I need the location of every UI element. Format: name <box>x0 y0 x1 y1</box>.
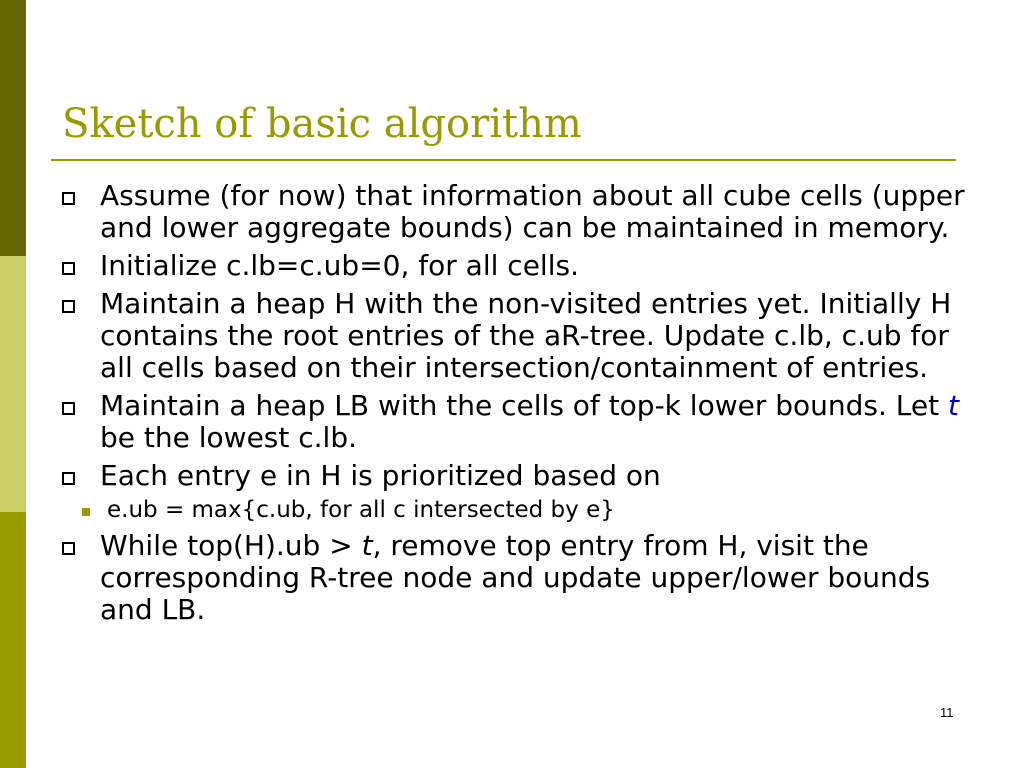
bullet-list <box>62 180 967 626</box>
bullet-text-part: While top(H).ub > <box>100 529 362 562</box>
sub-bullet-list <box>100 496 967 524</box>
slide-title: Sketch of basic algorithm <box>62 101 582 147</box>
bullet-item <box>62 530 967 626</box>
variable-t: t <box>948 389 959 422</box>
sidebar-band-dark <box>0 0 26 256</box>
sub-bullet-item <box>62 496 967 524</box>
sub-bullet-text: e.ub = max{c.ub, for all c intersected by e} <box>107 497 615 523</box>
bullet-item <box>62 460 967 524</box>
bullet-text <box>100 529 930 626</box>
slide-content <box>62 180 967 632</box>
title-divider <box>51 159 956 161</box>
bullet-text-part: Maintain a heap LB with the cells of top-k lower bounds. Let <box>100 389 949 422</box>
hollow-square-icon <box>62 300 75 313</box>
bullet-text: Each entry e in H is prioritized based on <box>100 459 661 492</box>
bullet-text: Assume (for now) that information about all cube cells (upper and lower aggregate bounds) can be maintained in memory. <box>100 179 965 244</box>
bullet-text: Maintain a heap H with the non-visited entries yet. Initially H contains the root entries of the aR-tree. Update c.lb, c.ub for all cells based on their intersection/containment of entries. <box>100 287 952 384</box>
filled-square-icon <box>82 508 90 516</box>
bullet-text: Initialize c.lb=c.ub=0, for all cells. <box>100 249 579 282</box>
variable-t: t <box>361 529 373 562</box>
bullet-item <box>62 288 967 384</box>
hollow-square-icon <box>62 402 75 415</box>
bullet-text-part: , remove top entry from H, visit the corresponding R-tree node and update upper/lower bounds and LB. <box>100 529 931 626</box>
hollow-square-icon <box>62 262 75 275</box>
hollow-square-icon <box>62 542 75 555</box>
bullet-item <box>62 250 967 282</box>
hollow-square-icon <box>62 192 75 205</box>
sidebar-band-medium <box>0 512 26 768</box>
bullet-item <box>62 390 967 454</box>
bullet-text-part: be the lowest c.lb. <box>100 421 358 454</box>
bullet-item <box>62 180 967 244</box>
hollow-square-icon <box>62 472 75 485</box>
page-number: 11 <box>940 705 954 720</box>
sidebar-band-light <box>0 256 26 512</box>
bullet-text <box>100 389 959 454</box>
